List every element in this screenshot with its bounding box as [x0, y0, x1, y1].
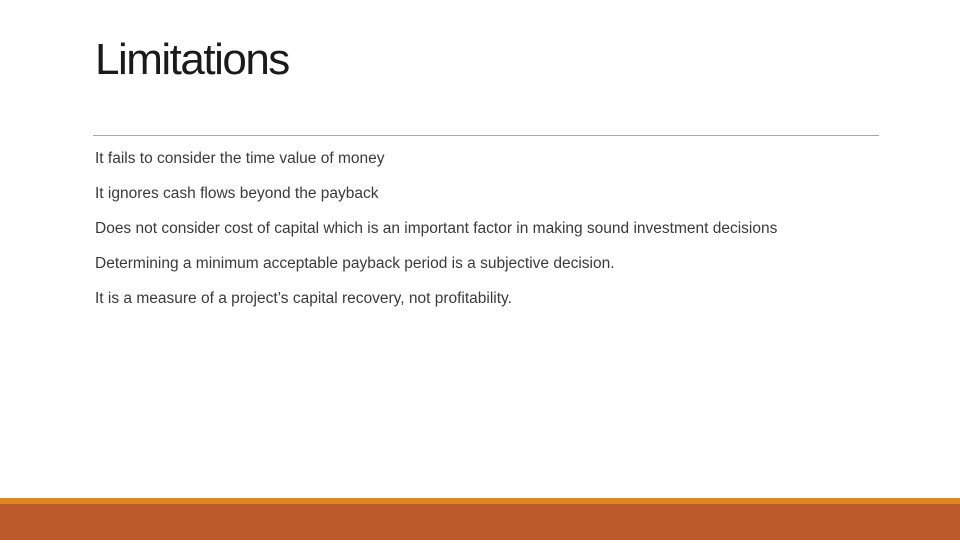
bullet-item: It fails to consider the time value of money — [95, 150, 385, 167]
footer-accent-bar — [0, 504, 960, 540]
bullet-list — [95, 149, 855, 324]
slide-title: Limitations — [95, 35, 289, 84]
title-divider — [93, 135, 879, 136]
bullet-item: It is a measure of a project’s capital recovery, not profitability. — [95, 290, 512, 307]
bullet-item: Determining a minimum acceptable payback period is a subjective decision. — [95, 255, 615, 272]
bullet-item: Does not consider cost of capital which is an important factor in making sound investment decisions — [95, 220, 778, 237]
bullet-item: It ignores cash flows beyond the payback — [95, 185, 379, 202]
